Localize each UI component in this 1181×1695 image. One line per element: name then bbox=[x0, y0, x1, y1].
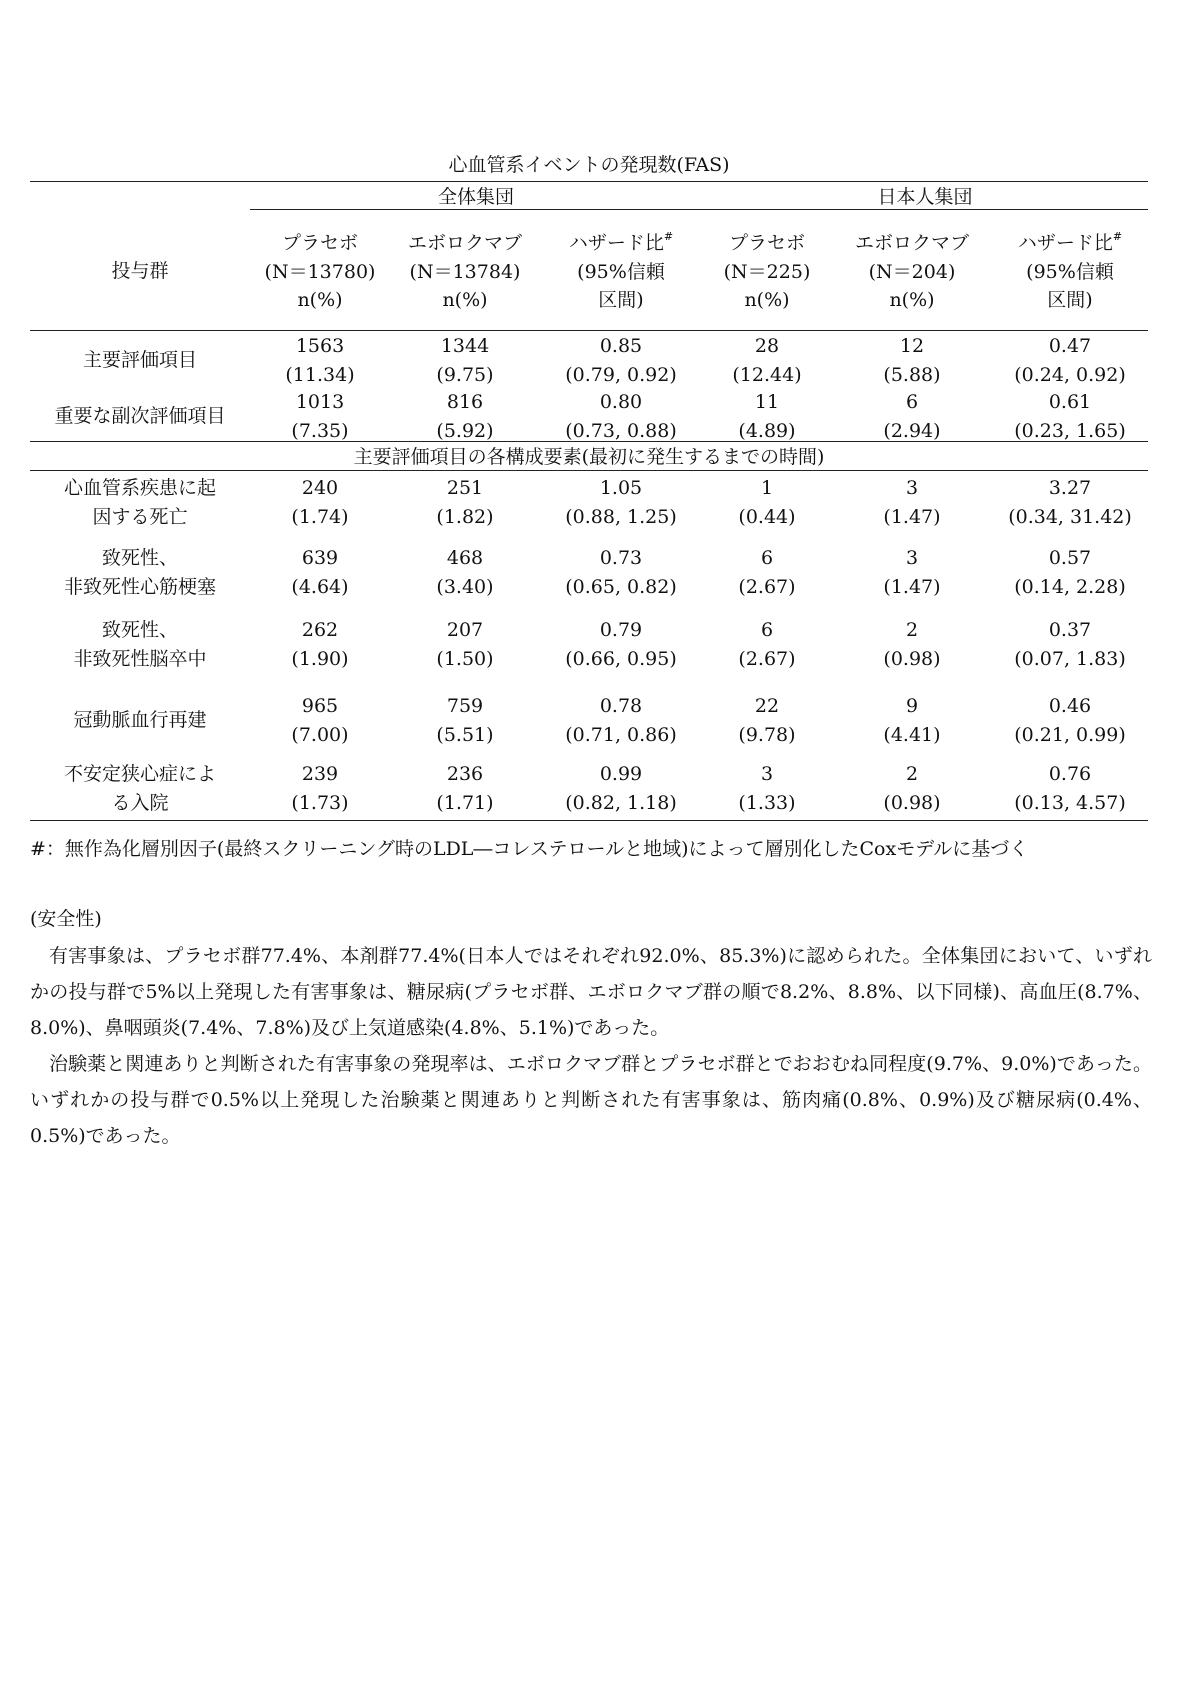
column-header: プラセボ (N＝225) n(%) bbox=[723, 232, 811, 311]
table-cell: 468 (3.40) bbox=[436, 547, 494, 598]
table-cell: 28 (12.44) bbox=[732, 335, 802, 386]
table-cell: 1.05 (0.88, 1.25) bbox=[565, 477, 677, 528]
table-cell: 0.47 (0.24, 0.92) bbox=[1014, 335, 1126, 386]
table-cell: 12 (5.88) bbox=[883, 335, 941, 386]
table-cell: 0.46 (0.21, 0.99) bbox=[1014, 695, 1126, 746]
table-cell: 0.57 (0.14, 2.28) bbox=[1014, 547, 1126, 598]
column-header: エボロクマブ (N＝204) n(%) bbox=[854, 232, 969, 311]
table-cell: 0.85 (0.79, 0.92) bbox=[565, 335, 677, 386]
table-cell: 3 (1.33) bbox=[738, 763, 796, 814]
safety-title: (安全性) bbox=[30, 908, 102, 930]
table-cell: 2 (0.98) bbox=[883, 763, 941, 814]
header-bottom-rule bbox=[30, 330, 1148, 331]
table-cell: 0.80 (0.73, 0.88) bbox=[565, 391, 677, 442]
table-cell: 639 (4.64) bbox=[291, 547, 349, 598]
row-label: 致死性、 非致死性脳卒中 bbox=[73, 619, 207, 670]
table-cell: 207 (1.50) bbox=[436, 619, 494, 670]
safety-paragraph: 治験薬と関連ありと判断された有害事象の発現率は、エボロクマブ群とプラセボ群とでおおむね同程度(9.7%、9.0%)であった。いずれかの投与群で0.5%以上発現した治験薬と関連ありと判断された有害事象は、筋肉痛(0.8%、0.9%)及び糖尿病(0.4%、0.5%)であった。 bbox=[30, 1053, 1152, 1147]
safety-paragraph: 有害事象は、プラセボ群77.4%、本剤群77.4%(日本人ではそれぞれ92.0%、85.3%)に認められた。全体集団において、いずれかの投与群で5%以上発現した有害事象は、糖尿病(プラセボ群、エボロクマブ群の順で8.2%、8.8%、以下同様)、高血圧(8.7%、8.0%)、鼻咽頭炎(7.4%、7.8%)及び上気道感染(4.8%、5.1%)であった。 bbox=[30, 945, 1152, 1039]
column-header: プラセボ (N＝13780) n(%) bbox=[264, 232, 376, 311]
table-cell: 22 (9.78) bbox=[738, 695, 796, 746]
row-label: 主要評価項目 bbox=[82, 349, 197, 371]
column-header: ハザード比# (95%信頼 区間) bbox=[568, 230, 674, 311]
table-cell: 9 (4.41) bbox=[883, 695, 941, 746]
table-cell: 0.37 (0.07, 1.83) bbox=[1014, 619, 1126, 670]
table-cell: 0.61 (0.23, 1.65) bbox=[1014, 391, 1126, 442]
row-label: 重要な副次評価項目 bbox=[54, 405, 226, 427]
row-label: 冠動脈血行再建 bbox=[73, 709, 207, 731]
group-header-overall: 全体集団 bbox=[437, 186, 514, 208]
table-cell: 6 (2.67) bbox=[738, 619, 796, 670]
table-cell: 262 (1.90) bbox=[291, 619, 349, 670]
table-top-rule bbox=[30, 181, 1148, 182]
group-header-japanese: 日本人集団 bbox=[877, 186, 973, 208]
table-cell: 3 (1.47) bbox=[883, 547, 941, 598]
table-cell: 816 (5.92) bbox=[436, 391, 494, 442]
table-cell: 3.27 (0.34, 31.42) bbox=[1008, 477, 1132, 528]
row-label: 心血管系疾患に起 因する死亡 bbox=[63, 477, 216, 528]
row-label: 致死性、 非致死性心筋梗塞 bbox=[63, 547, 216, 598]
table-cell: 2 (0.98) bbox=[883, 619, 941, 670]
table-footnote: #：無作為化層別因子(最終スクリーニング時のLDL―コレステロールと地域)によって層別化したCoxモデルに基づく bbox=[30, 838, 1029, 860]
table-cell: 759 (5.51) bbox=[436, 695, 494, 746]
table-cell: 239 (1.73) bbox=[291, 763, 349, 814]
row-label: 不安定狭心症によ る入院 bbox=[63, 763, 216, 814]
table-cell: 1 (0.44) bbox=[738, 477, 796, 528]
table-cell: 0.79 (0.66, 0.95) bbox=[565, 619, 677, 670]
table-cell: 6 (2.67) bbox=[738, 547, 796, 598]
table-cell: 11 (4.89) bbox=[738, 391, 796, 442]
column-header: エボロクマブ (N＝13784) n(%) bbox=[407, 232, 522, 311]
table-cell: 965 (7.00) bbox=[291, 695, 349, 746]
table-bottom-rule bbox=[30, 820, 1148, 821]
table-cell: 0.99 (0.82, 1.18) bbox=[565, 763, 677, 814]
table-cell: 236 (1.71) bbox=[436, 763, 494, 814]
column-header: ハザード比# (95%信頼 区間) bbox=[1017, 230, 1123, 311]
table-cell: 1013 (7.35) bbox=[291, 391, 349, 442]
table-cell: 0.78 (0.71, 0.86) bbox=[565, 695, 677, 746]
table-cell: 251 (1.82) bbox=[436, 477, 494, 528]
table-cell: 1344 (9.75) bbox=[436, 335, 494, 386]
row-header-label: 投与群 bbox=[111, 260, 169, 282]
table-cell: 0.76 (0.13, 4.57) bbox=[1014, 763, 1126, 814]
table-cell: 1563 (11.34) bbox=[285, 335, 355, 386]
hazard-mark: # bbox=[1112, 230, 1123, 243]
table-caption: 心血管系イベントの発現数(FAS) bbox=[448, 154, 730, 176]
table-cell: 3 (1.47) bbox=[883, 477, 941, 528]
hazard-mark: # bbox=[663, 230, 674, 243]
table-cell: 0.73 (0.65, 0.82) bbox=[565, 547, 677, 598]
table-cell: 6 (2.94) bbox=[883, 391, 941, 442]
component-section-title: 主要評価項目の各構成要素(最初に発生するまでの時間) bbox=[353, 446, 825, 468]
table-cell: 240 (1.74) bbox=[291, 477, 349, 528]
